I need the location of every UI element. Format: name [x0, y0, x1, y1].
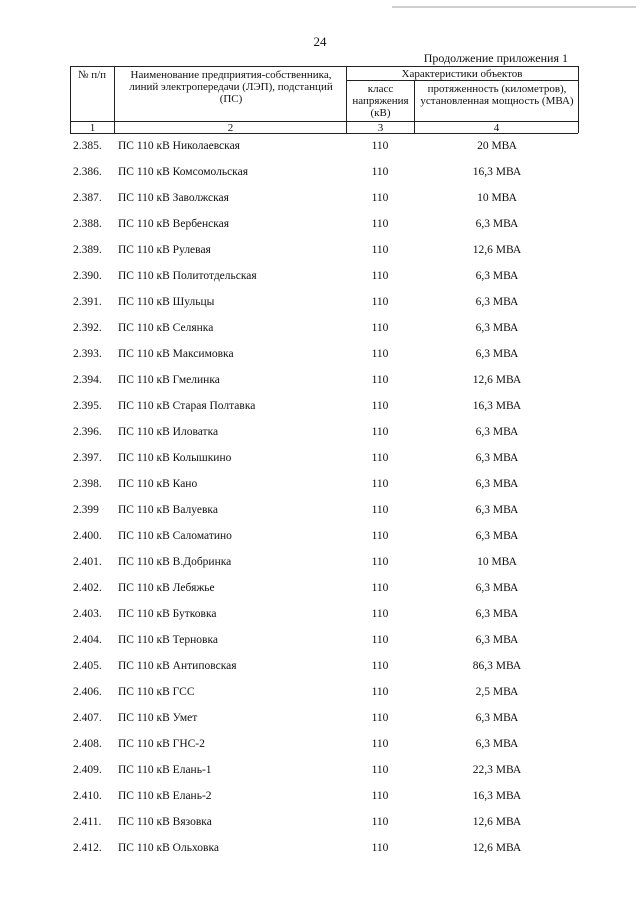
- installed-power: 6,3 МВА: [475, 582, 519, 594]
- table-row: [0, 268, 640, 294]
- row-number: 2.395.: [73, 400, 102, 412]
- voltage-class: 110: [371, 816, 389, 828]
- installed-power: 6,3 МВА: [475, 530, 519, 542]
- voltage-class: 110: [371, 192, 389, 204]
- substation-name: ПС 110 кВ Максимовка: [118, 348, 234, 360]
- row-number: 2.410.: [73, 790, 102, 802]
- voltage-class: 110: [371, 660, 389, 672]
- installed-power: 16,3 МВА: [472, 400, 522, 412]
- installed-power: 12,6 МВА: [472, 244, 522, 256]
- row-number: 2.391.: [73, 296, 102, 308]
- row-number: 2.392.: [73, 322, 102, 334]
- installed-power: 6,3 МВА: [475, 218, 519, 230]
- row-number: 2.394.: [73, 374, 102, 386]
- table-row: [0, 346, 640, 372]
- table-row: [0, 710, 640, 736]
- row-number: 2.405.: [73, 660, 102, 672]
- substation-name: ПС 110 кВ Старая Полтавка: [118, 400, 256, 412]
- substation-name: ПС 110 кВ Елань-2: [118, 790, 212, 802]
- row-number: 2.403.: [73, 608, 102, 620]
- table-row: [0, 450, 640, 476]
- voltage-class: 110: [371, 842, 389, 854]
- voltage-class: 110: [371, 348, 389, 360]
- table-row: [0, 138, 640, 164]
- voltage-class: 110: [371, 530, 389, 542]
- voltage-class: 110: [371, 140, 389, 152]
- continuation-label: Продолжение приложения 1: [423, 51, 568, 65]
- row-number: 2.393.: [73, 348, 102, 360]
- substation-name: ПС 110 кВ Вербенская: [118, 218, 230, 230]
- row-number: 2.399: [73, 504, 99, 516]
- row-number: 2.396.: [73, 426, 102, 438]
- substation-name: ПС 110 кВ Шульцы: [118, 296, 215, 308]
- voltage-class: 110: [371, 426, 389, 438]
- table-row: [0, 788, 640, 814]
- installed-power: 22,3 МВА: [472, 764, 522, 776]
- installed-power: 6,3 МВА: [475, 452, 519, 464]
- installed-power: 12,6 МВА: [472, 816, 522, 828]
- installed-power: 2,5 МВА: [475, 686, 519, 698]
- row-number: 2.388.: [73, 218, 102, 230]
- table-row: [0, 502, 640, 528]
- table-row: [0, 242, 640, 268]
- header-col-number-1: 1: [89, 122, 96, 134]
- installed-power: 6,3 МВА: [475, 426, 519, 438]
- installed-power: 86,3 МВА: [472, 660, 522, 672]
- header-right-border: [578, 66, 579, 133]
- substation-name: ПС 110 кВ Политотдельская: [118, 270, 257, 282]
- installed-power: 6,3 МВА: [475, 504, 519, 516]
- voltage-class: 110: [371, 608, 389, 620]
- header-col-number-3: 3: [377, 122, 384, 134]
- row-number: 2.401.: [73, 556, 102, 568]
- page-number: 24: [313, 34, 327, 49]
- installed-power: 16,3 МВА: [472, 790, 522, 802]
- voltage-class: 110: [371, 166, 389, 178]
- header-col-number-2: 2: [227, 122, 234, 134]
- voltage-class: 110: [371, 634, 389, 646]
- voltage-class: 110: [371, 764, 389, 776]
- table-row: [0, 528, 640, 554]
- table-row: [0, 762, 640, 788]
- substation-name: ПС 110 кВ Кано: [118, 478, 198, 490]
- installed-power: 6,3 МВА: [475, 738, 519, 750]
- voltage-class: 110: [371, 556, 389, 568]
- table-row: [0, 398, 640, 424]
- voltage-class: 110: [371, 374, 389, 386]
- installed-power: 10 МВА: [477, 192, 517, 204]
- row-number: 2.400.: [73, 530, 102, 542]
- row-number: 2.402.: [73, 582, 102, 594]
- substation-name: ПС 110 кВ Саломатино: [118, 530, 232, 542]
- substation-name: ПС 110 кВ Селянка: [118, 322, 214, 334]
- installed-power: 6,3 МВА: [475, 634, 519, 646]
- row-number: 2.387.: [73, 192, 102, 204]
- voltage-class: 110: [371, 790, 389, 802]
- row-number: 2.390.: [73, 270, 102, 282]
- header-group-label: Характеристики объектов: [401, 68, 523, 80]
- voltage-class: 110: [371, 400, 389, 412]
- substation-name: ПС 110 кВ Елань-1: [118, 764, 212, 776]
- table-row: [0, 606, 640, 632]
- substation-name: ПС 110 кВ Рулевая: [118, 244, 211, 256]
- substation-name: ПС 110 кВ Колышкино: [118, 452, 232, 464]
- voltage-class: 110: [371, 582, 389, 594]
- header-name-label: Наименование предприятия-собственника, линий электропередачи (ЛЭП), подстанций (ПС): [129, 69, 333, 105]
- installed-power: 6,3 МВА: [475, 478, 519, 490]
- row-number: 2.386.: [73, 166, 102, 178]
- installed-power: 10 МВА: [477, 556, 517, 568]
- substation-name: ПС 110 кВ В.Добринка: [118, 556, 232, 568]
- table-row: [0, 190, 640, 216]
- installed-power: 6,3 МВА: [475, 608, 519, 620]
- installed-power: 12,6 МВА: [472, 842, 522, 854]
- table-row: [0, 736, 640, 762]
- voltage-class: 110: [371, 504, 389, 516]
- table-row: [0, 632, 640, 658]
- header-top-border: [70, 66, 578, 67]
- substation-name: ПС 110 кВ ГНС-2: [118, 738, 205, 750]
- substation-name: ПС 110 кВ Бутковка: [118, 608, 217, 620]
- table-row: [0, 684, 640, 710]
- substation-name: ПС 110 кВ Ольховка: [118, 842, 219, 854]
- row-number: 2.409.: [73, 764, 102, 776]
- row-number: 2.385.: [73, 140, 102, 152]
- table-row: [0, 476, 640, 502]
- substation-name: ПС 110 кВ Комсомольская: [118, 166, 248, 178]
- row-number: 2.407.: [73, 712, 102, 724]
- substation-name: ПС 110 кВ Валуевка: [118, 504, 218, 516]
- table-row: [0, 372, 640, 398]
- installed-power: 6,3 МВА: [475, 712, 519, 724]
- table-row: [0, 814, 640, 840]
- table-row: [0, 554, 640, 580]
- installed-power: 20 МВА: [477, 140, 517, 152]
- row-number: 2.397.: [73, 452, 102, 464]
- table-row: [0, 424, 640, 450]
- row-number: 2.406.: [73, 686, 102, 698]
- installed-power: 16,3 МВА: [472, 166, 522, 178]
- table-row: [0, 294, 640, 320]
- scan-edge-line: [392, 6, 636, 8]
- substation-name: ПС 110 кВ Иловатка: [118, 426, 219, 438]
- substation-name: ПС 110 кВ Заволжская: [118, 192, 229, 204]
- header-group-divider: [346, 80, 578, 81]
- row-number: 2.389.: [73, 244, 102, 256]
- row-number: 2.411.: [73, 816, 102, 828]
- substation-name: ПС 110 кВ Антиповская: [118, 660, 237, 672]
- table-row: [0, 658, 640, 684]
- voltage-class: 110: [371, 322, 389, 334]
- voltage-class: 110: [371, 296, 389, 308]
- row-number: 2.408.: [73, 738, 102, 750]
- voltage-class: 110: [371, 712, 389, 724]
- header-power-label: протяженность (километров), установленная мощность (МВА): [420, 83, 574, 107]
- header-col-number-4: 4: [493, 122, 500, 134]
- voltage-class: 110: [371, 738, 389, 750]
- voltage-class: 110: [371, 478, 389, 490]
- installed-power: 6,3 МВА: [475, 296, 519, 308]
- header-number-label: № п/п: [77, 69, 107, 81]
- substation-name: ПС 110 кВ Лебяжье: [118, 582, 215, 594]
- voltage-class: 110: [371, 218, 389, 230]
- installed-power: 6,3 МВА: [475, 322, 519, 334]
- table-row: [0, 216, 640, 242]
- table-row: [0, 580, 640, 606]
- voltage-class: 110: [371, 270, 389, 282]
- installed-power: 6,3 МВА: [475, 270, 519, 282]
- substation-name: ПС 110 кВ Гмелинка: [118, 374, 220, 386]
- installed-power: 6,3 МВА: [475, 348, 519, 360]
- table-row: [0, 840, 640, 866]
- substation-name: ПС 110 кВ ГСС: [118, 686, 195, 698]
- voltage-class: 110: [371, 452, 389, 464]
- row-number: 2.412.: [73, 842, 102, 854]
- row-number: 2.398.: [73, 478, 102, 490]
- header-voltage-label: класс напряжения (кВ): [352, 83, 409, 119]
- table-row: [0, 320, 640, 346]
- substation-name: ПС 110 кВ Николаевская: [118, 140, 240, 152]
- substation-name: ПС 110 кВ Терновка: [118, 634, 218, 646]
- table-row: [0, 164, 640, 190]
- substation-name: ПС 110 кВ Умет: [118, 712, 198, 724]
- voltage-class: 110: [371, 686, 389, 698]
- row-number: 2.404.: [73, 634, 102, 646]
- voltage-class: 110: [371, 244, 389, 256]
- substation-name: ПС 110 кВ Вязовка: [118, 816, 212, 828]
- installed-power: 12,6 МВА: [472, 374, 522, 386]
